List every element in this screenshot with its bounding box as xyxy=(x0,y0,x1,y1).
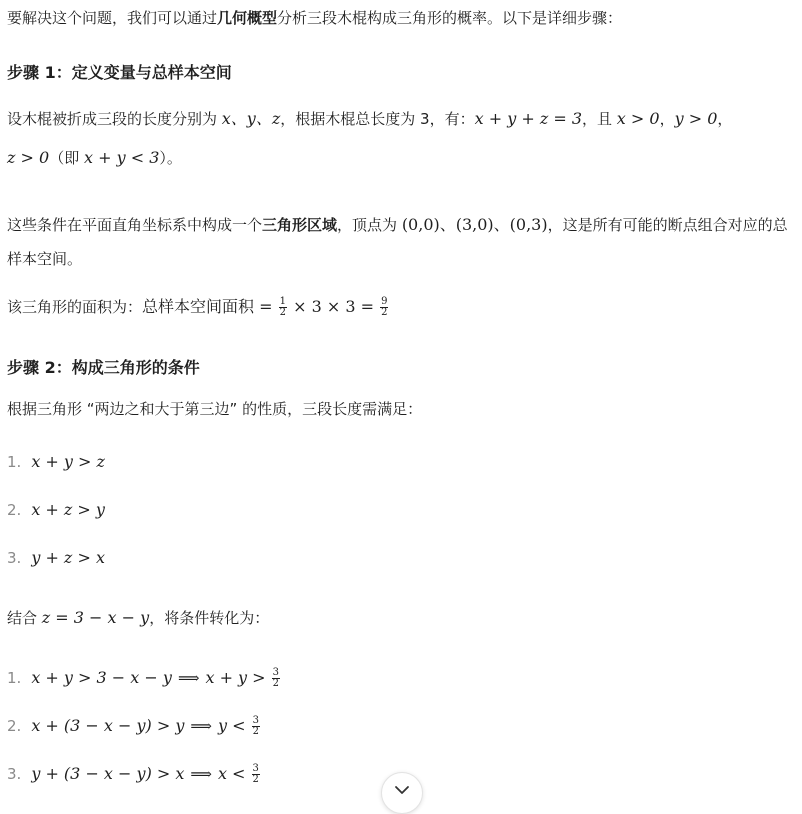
step2-para2: 结合 z = 3 − x − y，将条件转化为： xyxy=(7,608,270,627)
intro-bold: 几何概型 xyxy=(217,9,278,27)
fraction-nine-halves: $\frac{9}{2}$ xyxy=(381,296,388,318)
intro-paragraph: 要解决这个问题，我们可以通过几何概型分析三段木棍构成三角形的概率。以下是详细步骤： xyxy=(7,9,623,27)
condition-item: 1. x + y > z xyxy=(7,452,105,471)
implies-icon: ⟹ xyxy=(177,669,200,687)
step1-para2: 这些条件在平面直角坐标系中构成一个三角形区域，顶点为 (0,0)、(3,0)、(0,3)，这是所有可能的断点组合对应的总样本空间。 xyxy=(7,215,788,268)
step1-para1-line2: z > 0（即 x + y < 3）。 xyxy=(7,148,182,167)
step1-area-formula: 该三角形的面积为：总样本空间面积 = $\frac{1}{2}$ × 3 × 3 = $\frac{9}{2}$ xyxy=(7,296,388,318)
scroll-to-bottom-button[interactable] xyxy=(381,772,423,814)
implies-icon: ⟹ xyxy=(190,765,212,783)
step2-para1: 根据三角形 “两边之和大于第三边” 的性质，三段长度需满足： xyxy=(7,400,423,418)
step1-heading: 步骤 1：定义变量与总样本空间 xyxy=(7,63,232,82)
fraction-one-half: $\frac{1}{2}$ xyxy=(279,296,286,318)
condition-item: 3. y + z > x xyxy=(7,548,105,567)
fraction-three-halves: $\frac{3}{2}$ xyxy=(252,715,259,737)
chevron-down-icon xyxy=(394,785,410,795)
triangle-region-bold: 三角形区域 xyxy=(262,216,338,234)
fraction-three-halves: $\frac{3}{2}$ xyxy=(272,667,280,689)
transformed-condition: 3. y + (3 − x − y) > x ⟹ x < $\frac{3}{2}$ xyxy=(7,763,259,785)
fraction-three-halves: $\frac{3}{2}$ xyxy=(252,763,259,785)
transformed-condition: 2. x + (3 − x − y) > y ⟹ y < $\frac{3}{2}$ xyxy=(7,715,259,737)
step2-heading: 步骤 2：构成三角形的条件 xyxy=(7,358,200,377)
implies-icon: ⟹ xyxy=(190,717,212,735)
transformed-condition: 1. x + y > 3 − x − y ⟹ x + y > $\frac{3}{2}$ xyxy=(7,667,280,689)
step1-para1-line1: 设木棍被折成三段的长度分别为 x、y、z，根据木棍总长度为 3，有：x + y + z = 3，且 x > 0，y > 0， xyxy=(7,109,733,128)
condition-item: 2. x + z > y xyxy=(7,500,105,519)
